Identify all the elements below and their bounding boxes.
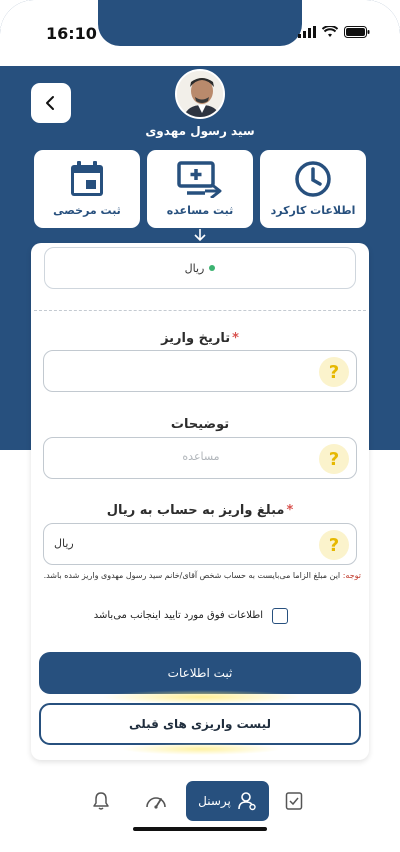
help-icon[interactable]: ? <box>319 444 349 474</box>
form-card <box>31 243 369 760</box>
currency-display <box>44 247 356 289</box>
advance-label: ثبت مساعده <box>166 204 234 217</box>
button-glow <box>101 690 301 704</box>
date-label <box>31 331 369 346</box>
date-label-text: تاریخ واریز <box>161 331 231 346</box>
status-icons <box>298 26 370 38</box>
amount-label <box>31 503 369 518</box>
help-icon[interactable]: ? <box>319 530 349 560</box>
description-field[interactable] <box>43 437 357 479</box>
confirm-text: اطلاعات فوق مورد تایید اینجانب می‌باشد <box>93 610 263 621</box>
note-body: این مبلغ الزاما می‌بایست به حساب شخص آقای/خانم سید رسول مهدوی واریز شده باشد. <box>43 571 341 580</box>
tab-personnel[interactable] <box>186 781 269 821</box>
required-mark: * <box>286 503 294 518</box>
clock-icon <box>294 160 332 198</box>
battery-icon <box>344 26 370 38</box>
avatar <box>175 69 225 119</box>
wifi-icon <box>322 26 338 38</box>
back-button[interactable] <box>31 83 71 123</box>
description-label: توضیحات <box>170 417 230 432</box>
user-name: سید رسول مهدوی <box>145 124 255 138</box>
work-info-label: اطلاعات کارکرد <box>270 204 356 217</box>
bell-icon[interactable] <box>92 791 110 811</box>
leave-label: ثبت مرخصی <box>53 204 121 217</box>
confirm-row <box>31 608 369 628</box>
status-bar <box>0 0 400 66</box>
person-icon <box>237 791 257 811</box>
tab-bar <box>0 772 400 852</box>
button-glow <box>121 743 281 755</box>
amount-field[interactable] <box>43 523 357 565</box>
gauge-icon[interactable] <box>144 791 168 811</box>
arrow-down-icon <box>192 228 208 242</box>
submit-button[interactable]: ثبت اطلاعات <box>39 652 361 694</box>
confirm-checkbox[interactable] <box>272 608 288 624</box>
divider <box>34 310 366 311</box>
checklist-icon[interactable] <box>285 791 303 811</box>
description-placeholder: مساعده <box>182 450 220 463</box>
calendar-icon <box>69 160 105 198</box>
chevron-left-icon <box>44 95 58 111</box>
required-mark: * <box>232 331 239 346</box>
notch <box>98 0 302 46</box>
leave-card[interactable] <box>34 150 140 228</box>
note-text <box>39 571 361 580</box>
note-prefix: توجه: <box>342 571 361 580</box>
date-field[interactable] <box>43 350 357 392</box>
help-icon[interactable]: ? <box>319 357 349 387</box>
previous-deposits-button[interactable]: لیست واریزی های قبلی <box>39 703 361 745</box>
status-time: 16:10 <box>46 24 97 43</box>
currency-label: ریال <box>184 261 205 275</box>
signal-icon <box>298 26 316 38</box>
tab-personnel-label: پرسنل <box>198 794 231 808</box>
work-info-card[interactable] <box>260 150 366 228</box>
home-indicator <box>133 827 267 831</box>
currency-dot <box>209 265 215 271</box>
advance-card[interactable] <box>147 150 253 228</box>
amount-label-text: مبلغ واریز به حساب به ریال <box>106 503 285 518</box>
monitor-plus-icon <box>177 160 223 198</box>
amount-value: ریال <box>54 537 74 550</box>
